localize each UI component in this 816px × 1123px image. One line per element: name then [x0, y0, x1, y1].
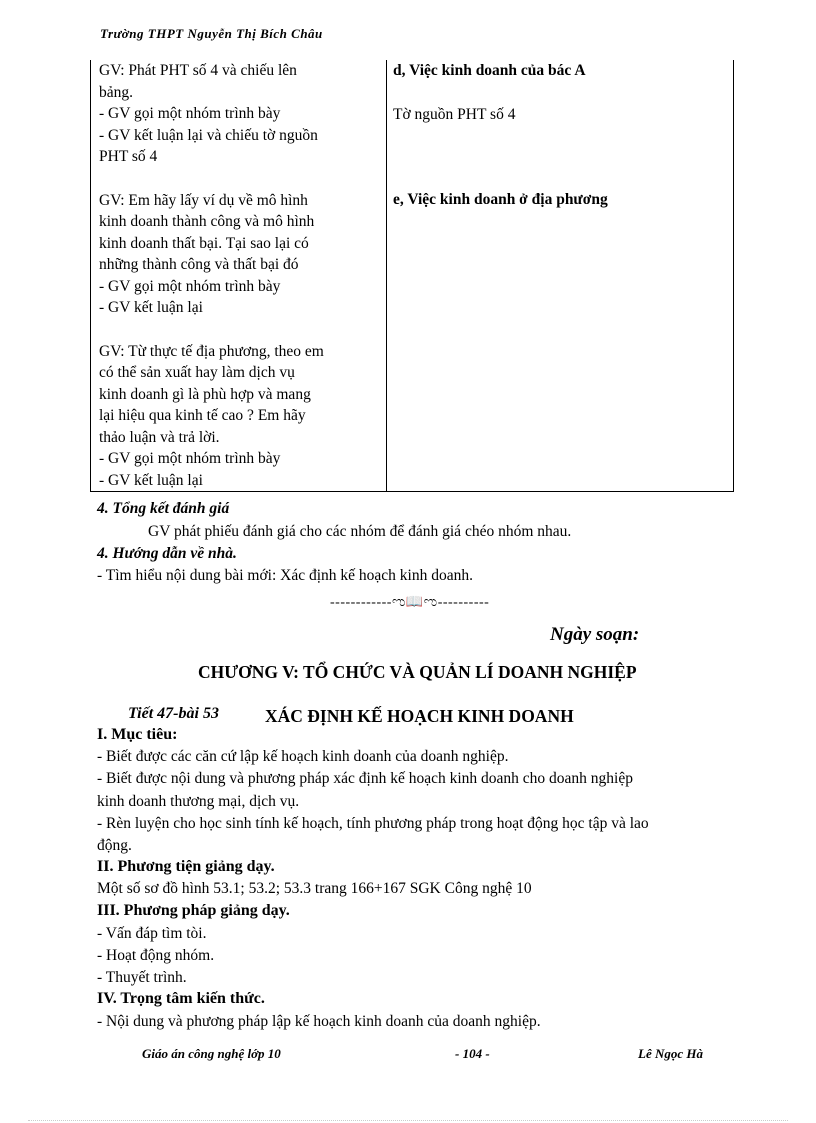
cell-line: lại hiệu qua kinh tế cao ? Em hãy [99, 407, 306, 424]
method-line: - Thuyết trình. [97, 969, 187, 986]
cell-line: PHT số 4 [99, 148, 158, 165]
objective-line: kinh doanh thương mại, dịch vụ. [97, 793, 300, 810]
teacher-activity-cell [91, 60, 387, 492]
cell-line: thảo luận và trả lời. [99, 428, 220, 446]
footer-course: Giáo án công nghệ lớp 10 [142, 1046, 281, 1061]
cell-line: - GV gọi một nhóm trình bày [99, 277, 281, 295]
bottom-rule [28, 1120, 788, 1121]
cell-line: GV: Từ thực tế địa phương, theo em [99, 342, 324, 360]
summary-text: GV phát phiếu đánh giá cho các nhóm để đánh giá chéo nhóm nhau. [148, 523, 572, 540]
cell-line: bảng. [99, 83, 134, 101]
cell-line: những thành công và thất bại đó [99, 256, 299, 273]
cell-line: - GV gọi một nhóm trình bày [99, 105, 281, 122]
homework-title: 4. Hướng dẫn về nhà. [97, 545, 237, 562]
footer-author: Lê Ngọc Hà [638, 1046, 703, 1061]
ornament-divider: ------------ಌ📖ಌ---------- [330, 595, 490, 610]
cell-line: có thể sản xuất hay làm dịch vụ [99, 364, 295, 381]
homework-text: - Tìm hiểu nội dung bài mới: Xác định kế hoạch kinh doanh. [97, 567, 473, 584]
section-heading-e: e, Việc kinh doanh ở địa phương [393, 191, 608, 208]
content-cell [387, 60, 734, 492]
footer-page-number: - 104 - [455, 1046, 490, 1061]
table-row [91, 60, 734, 492]
objective-line: - Biết được các căn cứ lập kế hoạch kinh doanh của doanh nghiệp. [97, 748, 509, 765]
cell-line: kinh doanh gì là phù hợp và mang [99, 385, 311, 403]
page-header: Trường THPT Nguyễn Thị Bích Châu [100, 26, 323, 41]
objective-line: động. [97, 837, 132, 854]
summary-title: 4. Tổng kết đánh giá [97, 500, 230, 517]
means-title: II. Phương tiện giảng dạy. [97, 858, 275, 875]
method-line: - Vấn đáp tìm tòi. [97, 925, 207, 942]
cell-line: GV: Phát PHT số 4 và chiếu lên [99, 62, 297, 79]
cell-line: - GV kết luận lại [99, 299, 203, 316]
chapter-title: CHƯƠNG V: TỔ CHỨC VÀ QUẢN LÍ DOANH NGHIỆP [198, 662, 637, 682]
objective-line: - Biết được nội dung và phương pháp xác định kế hoạch kinh doanh cho doanh nghiệp [97, 770, 633, 787]
lesson-title: XÁC ĐỊNH KẾ HOẠCH KINH DOANH [265, 706, 574, 726]
cell-line: - GV kết luận lại [99, 471, 203, 489]
objectives-title: I. Mục tiêu: [97, 726, 178, 743]
cell-line: - GV gọi một nhóm trình bày [99, 450, 281, 467]
focus-text: - Nội dung và phương pháp lập kế hoạch kinh doanh của doanh nghiệp. [97, 1013, 541, 1030]
section-text-d: Tờ nguồn PHT số 4 [393, 105, 516, 123]
focus-title: IV. Trọng tâm kiến thức. [97, 990, 265, 1007]
cell-line: kinh doanh thành công và mô hình [99, 213, 315, 230]
lesson-table [90, 60, 734, 492]
cell-line: GV: Em hãy lấy ví dụ về mô hình [99, 191, 308, 209]
cell-line: - GV kết luận lại và chiếu tờ nguồn [99, 126, 318, 144]
lesson-code: Tiết 47-bài 53 [128, 705, 219, 722]
means-text: Một số sơ đồ hình 53.1; 53.2; 53.3 trang 166+167 SGK Công nghệ 10 [97, 880, 532, 897]
methods-title: III. Phương pháp giảng dạy. [97, 902, 290, 919]
date-label: Ngày soạn: [550, 624, 640, 645]
objective-line: - Rèn luyện cho học sinh tính kế hoạch, tính phương pháp trong hoạt động học tập và lao [97, 815, 649, 832]
section-heading-d: d, Việc kinh doanh của bác A [393, 62, 586, 79]
cell-line: kinh doanh thất bại. Tại sao lại có [99, 234, 309, 252]
method-line: - Hoạt động nhóm. [97, 947, 215, 964]
